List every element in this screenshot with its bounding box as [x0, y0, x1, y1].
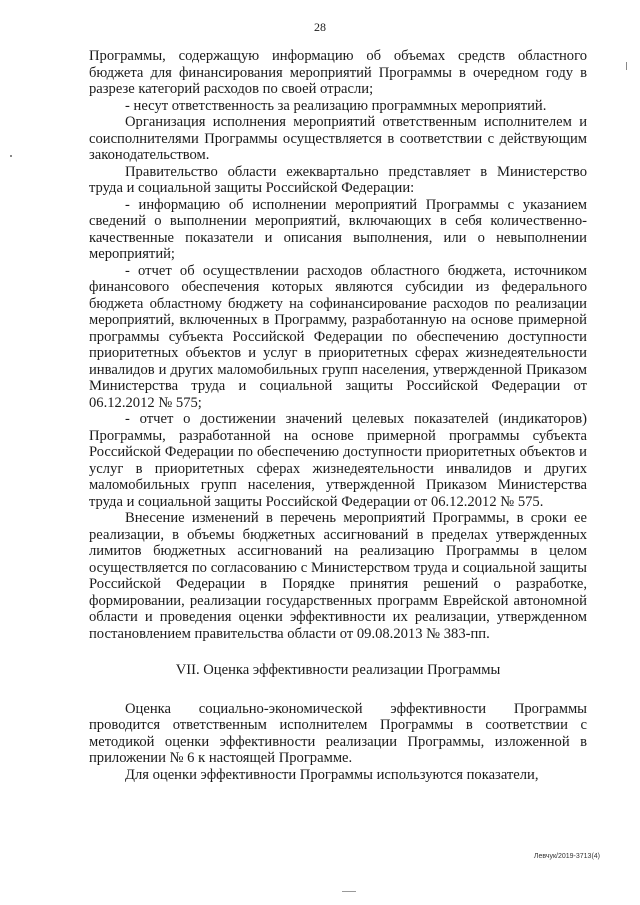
paragraph: Организация исполнения мероприятий ответственным исполнителем и соисполнителями Программы осуществляется в соответствии с действующим законодательством. [89, 114, 587, 163]
paragraph: - отчет о достижении значений целевых показателей (индикаторов) Программы, разработанной на основе примерной программы субъекта Российской Федерации по обеспечению доступности приоритетных объектов и услуг в приоритетных сферах жизнедеятельности инвалидов и других маломобильных групп населения, утвержденной Приказом Министерства труда и социальной защиты Российской Федерации от 06.12.2012 № 575. [89, 411, 587, 510]
paragraph: - отчет об осуществлении расходов областного бюджета, источником финансового обеспечения которых являются субсидии из федерального бюджета областному бюджету на софинансирование расходов по реализации мероприятий, включенных в Программу, разработанную на основе примерной программы субъекта Российской Федерации по обеспечению доступности приоритетных объектов и услуг в приоритетных сферах жизнедеятельности инвалидов и других маломобильных групп населения, утвержденной Приказом Министерства труда и социальной защиты Российской Федерации от 06.12.2012 № 575; [89, 262, 587, 411]
document-body [89, 48, 587, 783]
scan-speck [626, 62, 627, 70]
bottom-divider [342, 891, 356, 892]
paragraph: Программы, содержащую информацию об объемах средств областного бюджета для финансирования мероприятий Программы в очередном году в разрезе категорий расходов по своей отрасли; [89, 48, 587, 97]
paragraph: Для оценки эффективности Программы используются показатели, [125, 766, 539, 783]
paragraph: - несут ответственность за реализацию программных мероприятий. [125, 97, 547, 114]
paragraph: Правительство области ежеквартально представляет в Министерство труда и социальной защиты Российской Федерации: [89, 163, 587, 196]
page-number: 28 [314, 20, 326, 34]
paragraph: Оценка социально-экономической эффективности Программы проводится ответственным исполнителем Программы в соответствии с методикой оценки эффективности реализации Программы, изложенной в приложении № 6 к настоящей Программе. [89, 700, 587, 766]
footer-document-code: Левчук/2019-3713(4) [533, 853, 600, 860]
paragraph: - информацию об исполнении мероприятий Программы с указанием сведений о выполнении мероприятий, включающих в себя количественно-качественные показатели и описания выполнения, или о невыполнении мероприятий; [89, 196, 587, 262]
section-heading: VII. Оценка эффективности реализации Программы [175, 662, 501, 678]
scan-speck [10, 155, 12, 157]
paragraph: Внесение изменений в перечень мероприятий Программы, в сроки ее реализации, в объемы бюджетных ассигнований в пределах утвержденных лимитов бюджетных ассигнований на реализацию Программы в целом осуществляется по согласованию с Министерством труда и социальной защиты Российской Федерации в Порядке принятия решений о разработке, формировании, реализации государственных программ Еврейской автономной области и проведения оценки эффективности их реализации, утвержденном постановлением правительства области от 09.08.2013 № 383-пп. [89, 510, 587, 642]
